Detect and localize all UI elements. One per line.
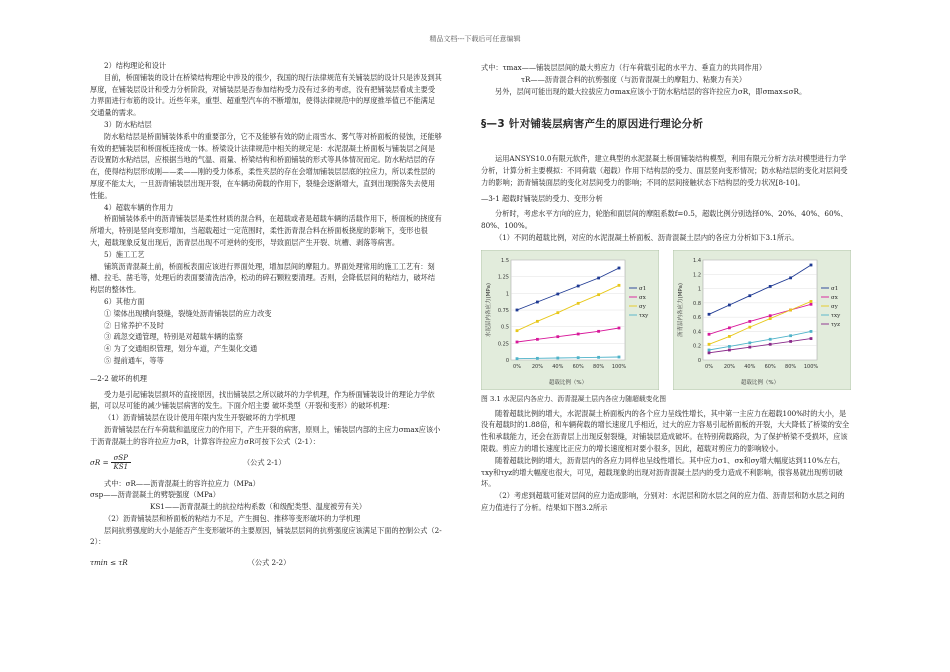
x-tick-label: 80% bbox=[593, 363, 605, 370]
paragraph: 沥青铺装层在行车荷载和温度应力的作用下，产生开裂的病害，原则上，铺装层内部的主应力σmax应该小于沥青混凝土的容许拉应力σR，计算容许拉应力σR可按下公式（2-1）： bbox=[90, 424, 441, 446]
section-other-title: 6）其他方面 bbox=[104, 296, 145, 306]
formula-inequality: τmin ≤ τR bbox=[90, 558, 128, 568]
list-item: ① 梁体出现横向裂缝，裂缝处沥青铺装层的应力改变 bbox=[104, 308, 272, 318]
section-overload-analysis-title: —3-1 超载时铺装层的受力、变形分析 bbox=[481, 193, 603, 203]
formula-where: 式中：τmax——铺装层层间的最大剪应力（行车荷载引起的水平力、垂直力的共同作用） bbox=[481, 63, 767, 72]
formula-where: τR——沥青混合料的抗剪强度（与沥青混凝土的摩阻力、粘聚力有关） bbox=[521, 74, 747, 84]
data-point bbox=[618, 355, 621, 358]
paragraph: 层间抗剪强度的大小是能否产生变形破坏的主要原因，铺装层层间的抗剪强度应该满足下面的控制公式（2-2）： bbox=[90, 525, 442, 547]
y-tick-label: 1 bbox=[505, 291, 509, 298]
x-tick-label: 60% bbox=[764, 363, 776, 370]
legend-label: σy bbox=[639, 303, 646, 310]
x-tick-label: 100% bbox=[803, 363, 819, 370]
legend-label: σy bbox=[831, 303, 838, 310]
legend-label: τyz bbox=[831, 321, 841, 328]
section-overload-title: 4）超载车辆的作用力 bbox=[104, 202, 174, 212]
data-point bbox=[748, 326, 751, 329]
data-point bbox=[748, 320, 751, 323]
data-point bbox=[708, 351, 711, 354]
y-tick-label: 0.25 bbox=[497, 341, 509, 348]
data-point bbox=[536, 300, 539, 303]
data-point bbox=[556, 335, 559, 338]
data-point bbox=[536, 338, 539, 341]
formula-numerator: σSP bbox=[111, 454, 131, 463]
legend-label: σx bbox=[639, 294, 646, 301]
section-structural-theory-title: 2）结构理论和设计 bbox=[104, 61, 167, 70]
x-tick-label: 40% bbox=[744, 363, 756, 370]
x-tick-label: 40% bbox=[552, 363, 564, 370]
paragraph: 受力是引起铺装层损坏的直接原因，找出铺装层之所以破坏的力学机理，作为桥面铺装设计的理论力学依据，可以尽可能的减少铺装层病害的发生。下面介绍主要 破坏类型（开裂和变形）的破坏机理： bbox=[90, 389, 435, 411]
data-point bbox=[577, 332, 580, 335]
formula-where: 式中：σR——沥青混凝土的容许拉应力（MPa） bbox=[104, 478, 260, 488]
y-tick-label: 0 bbox=[505, 357, 509, 364]
data-point bbox=[708, 313, 711, 316]
data-point bbox=[728, 335, 731, 338]
paragraph: 防水粘结层是桥面铺装体系中的重要部分，它不及能够有效的防止雨雪水、雾气等对桥面板的侵蚀，还能够有效的把铺装层和桥面板连接成一体。桥梁设计法律规范中相关的规定是：水泥混凝土桥面板与铺装层之间是否设置防水粘结层，应根据当地的气温、雨量、桥梁结构和桥面铺装的形式等具体情况而定。防水粘结层的存在，使得结构层形成刚——柔——刚的受力体系，柔性夹层的存在会增加铺装层层底的拉应力，所以柔性层的厚度不能太大，一旦沥青铺装层出现开裂，在车辆动荷载的作用下，裂缝会逐渐增大，直到出现脱落失去使用性能。 bbox=[90, 131, 442, 200]
formula-2-1 bbox=[90, 450, 442, 476]
data-point bbox=[769, 314, 772, 317]
data-point bbox=[577, 302, 580, 305]
data-point bbox=[556, 356, 559, 359]
data-point bbox=[618, 326, 621, 329]
legend-label: τxy bbox=[639, 312, 649, 319]
x-axis-label: 超载比例（%） bbox=[740, 379, 780, 386]
data-point bbox=[708, 348, 711, 351]
paragraph: 铺筑沥青混凝土前，桥面板表面应该进行界面处理，增加层间的摩阻力。界面处理常用的施工工艺有：刻槽、拉毛、凿毛等，处理后的表面要清洗洁净，松动的碎石颗粒要清理。否则，会降低层间的粘结力，破坏结构层的整体性。 bbox=[90, 261, 436, 295]
data-point bbox=[618, 284, 621, 287]
data-point bbox=[516, 308, 519, 311]
chart-asphalt-layer-stress bbox=[673, 250, 851, 390]
paragraph: （2）考虑到超载可能对层间的应力造成影响，分别对：水泥层和防水层之间的应力值、沥青层和防水层之间的应力值进行了分析。结果如下图3.2所示 bbox=[481, 491, 845, 512]
paragraph: 运用ANSYS10.0有限元软件，建立典型的水泥混凝土桥面铺装结构模型，利用有限元分析方法对模型进行力学分析，计算分析主要模拟：不同荷载（超载）作用下结构层的受力、面层竖向变形情况；防水粘结层的变化对层间受力的影响；沥青铺装面层的变化对层间受力的影响；不同的层间接触状态下结构层的受力状况[8-10]。 bbox=[481, 154, 848, 187]
formula-number: （公式 2-2） bbox=[247, 558, 291, 568]
figure-3-1 bbox=[481, 250, 851, 390]
x-tick-label: 0% bbox=[513, 363, 521, 370]
data-point bbox=[708, 343, 711, 346]
data-point bbox=[597, 330, 600, 333]
list-item: ⑤ 提前通车，等等 bbox=[104, 355, 164, 365]
data-point bbox=[810, 337, 813, 340]
data-point bbox=[556, 292, 559, 295]
data-point bbox=[536, 320, 539, 323]
data-point bbox=[789, 276, 792, 279]
x-tick-label: 20% bbox=[531, 363, 543, 370]
data-point bbox=[748, 341, 751, 344]
data-point bbox=[728, 345, 731, 348]
y-tick-label: 1.25 bbox=[497, 274, 509, 281]
data-point bbox=[556, 311, 559, 314]
paragraph: 另外，层间可能出现的最大拉拔应力σmax应该小于防水粘结层的容许拉应力σR，即σmax≤σR。 bbox=[495, 86, 807, 96]
y-axis-label: 沥青层内各应力(MPa) bbox=[678, 282, 684, 337]
data-point bbox=[597, 276, 600, 279]
y-axis-label: 水泥层内各应力(MPa) bbox=[486, 282, 492, 337]
data-point bbox=[789, 340, 792, 343]
formula-2-2 bbox=[90, 550, 442, 576]
formula-number: （公式 2-1） bbox=[242, 457, 286, 467]
data-point bbox=[728, 348, 731, 351]
y-tick-label: 1 bbox=[697, 286, 701, 293]
formula-denominator: KS1 bbox=[113, 463, 129, 471]
data-point bbox=[618, 266, 621, 269]
data-point bbox=[728, 326, 731, 329]
x-tick-label: 0% bbox=[705, 363, 713, 370]
y-tick-label: 1.2 bbox=[693, 272, 701, 279]
data-point bbox=[810, 263, 813, 266]
x-tick-label: 100% bbox=[611, 363, 627, 370]
list-item: ② 日常养护不及时 bbox=[104, 320, 164, 330]
right-column bbox=[481, 62, 851, 514]
y-tick-label: 1.4 bbox=[693, 257, 701, 264]
formula-where: KS1——沥青混凝土的抗拉结构系数（和级配类型、温度被劳有关） bbox=[150, 502, 367, 512]
data-point bbox=[728, 303, 731, 306]
data-point bbox=[536, 357, 539, 360]
paragraph: 分析时，考虑水平方向的应力，轮胎和面层间的摩阻系数f=0.5，超载比例分别选择0%、20%、40%、60%、80%、100%。 bbox=[481, 209, 848, 231]
legend-label: τxy bbox=[831, 312, 841, 319]
data-point bbox=[516, 340, 519, 343]
chart-cement-layer-stress bbox=[481, 250, 659, 390]
paragraph: （1）不同的超载比例，对应的水泥混凝土桥面板、沥青混凝土层内的各应力分析如下3.1所示。 bbox=[495, 232, 799, 242]
y-tick-label: 0.8 bbox=[693, 300, 701, 307]
data-point bbox=[748, 294, 751, 297]
paragraph: 桥面铺装体系中的沥青铺装层是柔性材质的混合料，在超载或者是超载车辆的活载作用下，桥面板的挠度有所增大，特别是竖向变形增加，当超载超过一定范围时，柔性沥青混合料在桥面板挠度的影响下，变形也很大，超载现象反复出现后，沥青层出现不可逆转的变形，导致面层产生开裂、坑槽、剥落等病害。 bbox=[90, 214, 442, 247]
data-point bbox=[577, 284, 580, 287]
data-point bbox=[769, 285, 772, 288]
left-column bbox=[90, 60, 442, 578]
data-point bbox=[597, 356, 600, 359]
y-tick-label: 0.75 bbox=[497, 307, 509, 314]
y-tick-label: 0.2 bbox=[693, 343, 701, 350]
list-item: ③ 疏忽交通管理，特别是对超载车辆的监察 bbox=[104, 332, 243, 342]
data-point bbox=[748, 346, 751, 349]
x-axis-label: 超载比例（%） bbox=[548, 379, 588, 386]
legend-label: σ1 bbox=[639, 285, 647, 292]
data-point bbox=[769, 343, 772, 346]
y-tick-label: 0.4 bbox=[693, 329, 701, 336]
data-point bbox=[577, 356, 580, 359]
section-construction-title: 5）施工工艺 bbox=[104, 249, 145, 259]
y-tick-label: 1.5 bbox=[501, 257, 509, 264]
legend-label: σ1 bbox=[831, 285, 839, 292]
formula-fraction bbox=[111, 454, 131, 471]
section-waterproof-layer-title: 3）防水粘结层 bbox=[104, 119, 152, 129]
y-tick-label: 0 bbox=[697, 357, 701, 364]
legend-label: σx bbox=[831, 294, 838, 301]
data-point bbox=[516, 357, 519, 360]
paragraph: 随着超载比例的增大，沥青层内的各应力同样也呈线性增长。其中应力σ1、σx和σy增大幅度达到110%左右，τxy和τyz的增大幅度也很大，可见，超载现象的出现对沥青混凝土层内的受力造成不利影响，很容易就出现剪切破坏。 bbox=[481, 455, 845, 489]
data-point bbox=[597, 293, 600, 296]
figure-caption: 图 3.1 水泥层内各应力、沥青混凝土层内各应力随超载变化图 bbox=[481, 394, 667, 403]
data-point bbox=[516, 329, 519, 332]
data-point bbox=[810, 330, 813, 333]
x-tick-label: 60% bbox=[572, 363, 584, 370]
chapter-title: §—3 针对铺装层病害产生的原因进行理论分析 bbox=[481, 118, 704, 131]
plot-area bbox=[703, 260, 817, 360]
data-point bbox=[789, 334, 792, 337]
x-tick-label: 20% bbox=[723, 363, 735, 370]
y-tick-label: 0.5 bbox=[501, 324, 509, 331]
formula-lhs: σR = bbox=[90, 457, 109, 467]
list-item: ④ 为了交通组织管理，划分车道，产生渠化交通 bbox=[104, 344, 258, 354]
data-point bbox=[769, 317, 772, 320]
section-failure-mechanism-title: —2-2 破坏的机理 bbox=[90, 373, 147, 383]
y-tick-label: 0.6 bbox=[693, 314, 701, 321]
data-point bbox=[708, 333, 711, 336]
formula-where: σsp——沥青混凝土的劈裂强度（MPa） bbox=[90, 490, 220, 500]
data-point bbox=[769, 338, 772, 341]
data-point bbox=[810, 303, 813, 306]
data-point bbox=[789, 308, 792, 311]
x-tick-label: 80% bbox=[785, 363, 797, 370]
paragraph: 随着超载比例的增大，水泥混凝土桥面板内的各个应力呈线性增长，其中第一主应力在超载100%时的大小，是没有超载时的1.88倍，和车辆荷载的增长速度几乎相近，过大的应力容易引起桥面板的开裂，大大降低了桥梁的安全性和承载能力，还会在沥青层上出现反射裂缝，对铺装层造成破坏。在特别荷载路段，为了保护桥梁不受损坏，应该限载。剪应力的增长速度比正应力的增长速度相对要小很多，因此，超载对剪应力的影响较小。 bbox=[481, 408, 850, 453]
paragraph: （1）沥青铺装层在设计使用年限内发生开裂破坏的力学机理 bbox=[104, 413, 296, 423]
paragraph: （2）沥青铺装层和桥面板的粘结力不足，产生拥包、推移等变形破坏的力学机理 bbox=[104, 513, 361, 523]
data-point bbox=[810, 300, 813, 303]
paragraph: 目前，桥面铺装的设计在桥梁结构理论中涉及的很少，我国的现行法律规范有关铺装层的设计只是涉及到其厚度，在铺装层设计和受力分析阶段，对铺装层是否参加结构受力没有过多的考虑，没有把铺装层看成主要受力界面进行布筋的设计。近些年来，重型、超重型汽车的不断增加，使得法律规范中的厚度推举值已不能满足交通量的需求。 bbox=[90, 72, 442, 118]
page-header: 精品文档---下载后可任意编辑 bbox=[429, 35, 521, 43]
